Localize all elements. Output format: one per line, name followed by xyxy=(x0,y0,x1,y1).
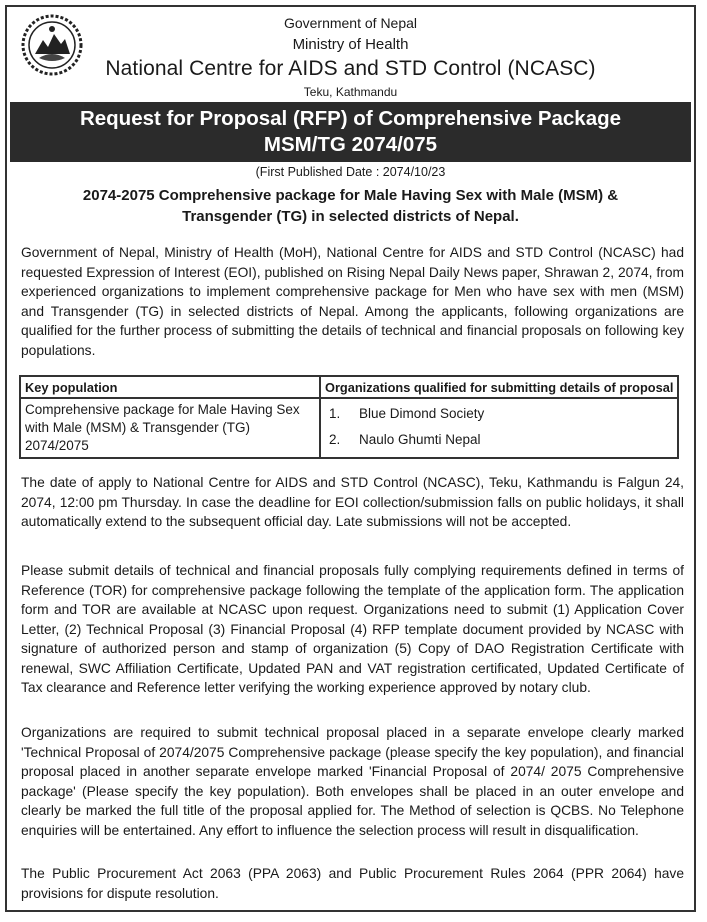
qualified-organizations-table xyxy=(19,375,679,459)
key-population-header: Key population xyxy=(20,376,320,398)
organization-name: Blue Dimond Society xyxy=(359,406,485,421)
organizations-header: Organizations qualified for submitting details of proposal xyxy=(320,376,678,398)
organization-name: National Centre for AIDS and STD Control (NCASC) xyxy=(105,57,596,80)
banner-title-line2: MSM/TG 2074/075 xyxy=(263,133,438,156)
notice-frame xyxy=(5,5,696,912)
list-item-number: 1. xyxy=(329,406,341,421)
deadline-paragraph: The date of apply to National Centre for AIDS and STD Control (NCASC), Teku, Kathmandu is Falgun 24, 2074, 12:00 pm Thursday. In case the deadline for EOI collection/submission falls on public holidays, it shall automatically extend to the subsequent official day. Late submissions will not be accepted. xyxy=(21,475,684,529)
title-banner xyxy=(10,102,691,162)
key-population-cell: Comprehensive package for Male Having Sex with Male (MSM) & Transgender (TG) 2074/2075 xyxy=(20,398,320,458)
ministry-name: Ministry of Health xyxy=(292,36,409,53)
government-name: Government of Nepal xyxy=(283,15,418,31)
list-item xyxy=(325,427,673,453)
organization-name: Naulo Ghumti Nepal xyxy=(359,432,481,447)
legal-provisions-paragraph: The Public Procurement Act 2063 (PPA 2063) and Public Procurement Rules 2064 (PPR 2064) have provisions for dispute resolution. xyxy=(21,866,684,901)
organizations-cell xyxy=(320,398,678,458)
notice-subtitle: 2074-2075 Comprehensive package for Male Having Sex with Male (MSM) & Transgender (TG) in selected districts of Nepal. xyxy=(82,187,619,225)
organization-list xyxy=(325,401,673,453)
header xyxy=(7,7,694,99)
banner-title-line1: Request for Proposal (RFP) of Comprehensive Package xyxy=(79,107,622,130)
list-item-number: 2. xyxy=(329,432,341,447)
intro-paragraph: Government of Nepal, Ministry of Health (MoH), National Centre for AIDS and STD Control (NCASC) had requested Expression of Interest (EOI), published on Rising Nepal Daily News paper, Shrawan 2, 2074, from experienced organizations to implement comprehensive package for Men who have sex with men (MSM) and Transgender (TG) in selected districts of Nepal. Among the applicants, following organizations are qualified for the further process of submitting the details of technical and financial proposals on following key populations. xyxy=(21,245,684,358)
organization-address: Teku, Kathmandu xyxy=(303,85,398,99)
table-row xyxy=(20,398,678,458)
table-header-row xyxy=(20,376,678,398)
list-item xyxy=(325,401,673,427)
published-date: (First Published Date : 2074/10/23 xyxy=(255,165,446,179)
submission-instructions-paragraph: Please submit details of technical and financial proposals fully complying requirements defined in terms of Reference (TOR) for comprehensive package following the template of the application form. The application form and TOR are available at NCASC upon request. Organizations need to submit (1) Application Cover Letter, (2) Technical Proposal (3) Financial Proposal (4) RFP template document provided by NCASC with signature of authorized person and stamp of organization (5) Copy of DAO Registration Certificate with renewal, SWC Affiliation Certificate, Updated PAN and VAT registration certificated, Updated Certificate of Tax clearance and Reference letter verifying the working experience approved by notary club. xyxy=(21,563,684,695)
envelope-instructions-paragraph: Organizations are required to submit technical proposal placed in a separate envelope clearly marked 'Technical Proposal of 2074/2075 Comprehensive package (please specify the key population), and financial proposal placed in another separate envelope marked 'Financial Proposal of 2074/ 2075 Comprehensive package' (Please specify the key population). Both envelopes shall be placed in an outer envelope and clearly be marked the full title of the proposal applied for. The Method of selection is QCBS. No Telephone enquiries will be entertained. Any effort to influence the selection process will result in disqualification. xyxy=(21,725,684,838)
